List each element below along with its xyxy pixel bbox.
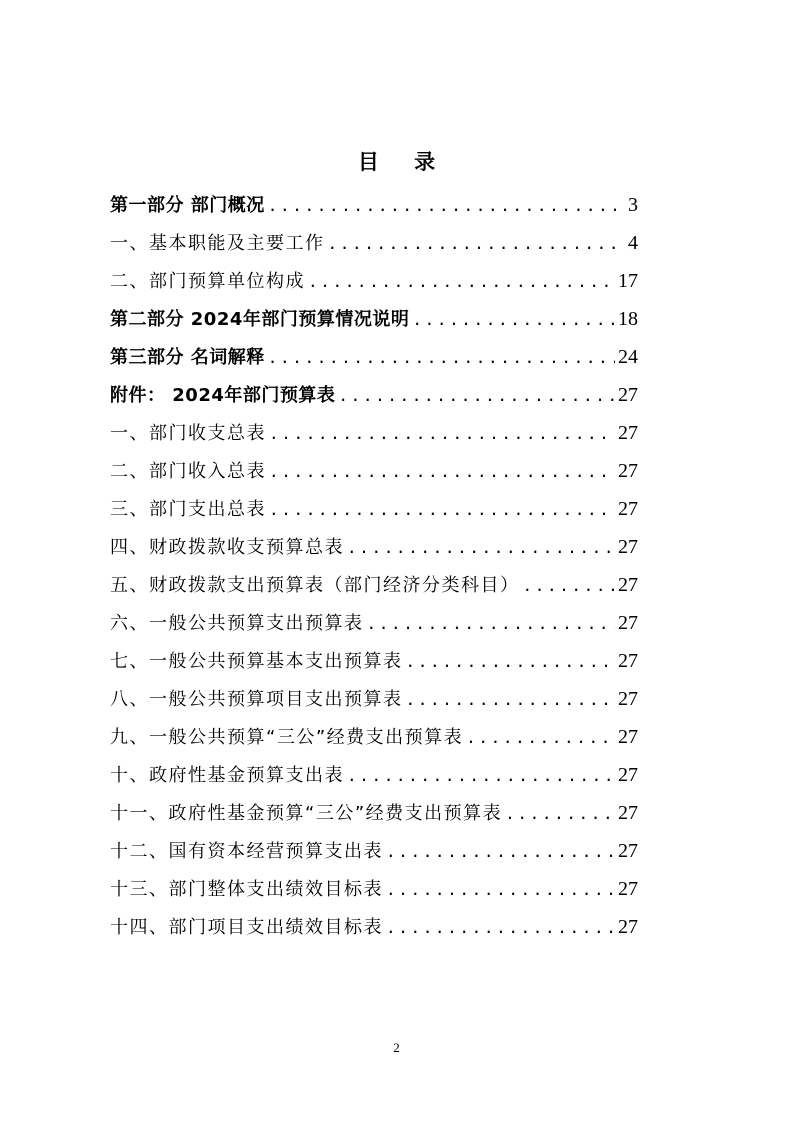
toc-entry-label: 十一、政府性基金预算“三公”经费支出预算表 [110, 803, 503, 824]
toc-entry-page-number: 27 [618, 878, 638, 900]
toc-entry-label: 四、财政拨款收支预算总表 [110, 537, 344, 558]
dot-leader [523, 567, 616, 605]
toc-entry[interactable] [110, 604, 638, 642]
toc-entry-page-number: 27 [618, 688, 638, 710]
dot-leader [386, 909, 615, 947]
toc-entry-page-number: 24 [618, 346, 638, 368]
toc-entry-label: 八、一般公共预算项目支出预算表 [110, 689, 403, 710]
toc-entry-page-number: 17 [618, 270, 638, 292]
footer-page-number: 2 [393, 1040, 400, 1055]
toc-entry-page-number: 27 [618, 916, 638, 938]
toc-entry-page-number: 27 [618, 460, 638, 482]
toc-entry-page-number: 27 [618, 384, 638, 406]
toc-entry-label: 十二、国有资本经营预算支出表 [110, 841, 383, 862]
toc-entry[interactable] [110, 338, 638, 376]
toc-entry[interactable] [110, 376, 638, 414]
toc-entry[interactable] [110, 490, 638, 528]
toc-entry[interactable] [110, 642, 638, 680]
dot-leader [338, 377, 615, 415]
toc-entry-label: 七、一般公共预算基本支出预算表 [110, 651, 403, 672]
toc-entry-label: 二、部门预算单位构成 [110, 271, 305, 292]
toc-entry[interactable] [110, 262, 638, 300]
dot-leader [269, 491, 615, 529]
toc-entry-label: 六、一般公共预算支出预算表 [110, 613, 364, 634]
toc-entry-label: 十四、部门项目支出绩效目标表 [110, 917, 383, 938]
toc-entry[interactable] [110, 908, 638, 946]
dot-leader [386, 833, 615, 871]
toc-entry[interactable] [110, 300, 638, 338]
toc-entry-label: 十三、部门整体支出绩效目标表 [110, 879, 383, 900]
toc-entry[interactable] [110, 680, 638, 718]
toc-entry-page-number: 27 [618, 574, 638, 596]
toc-entry-page-number: 18 [618, 308, 638, 330]
toc-entry[interactable] [110, 528, 638, 566]
toc-entry-page-number: 27 [618, 422, 638, 444]
table-of-contents [110, 186, 638, 946]
toc-entry-label: 第三部分 名词解释 [110, 347, 265, 368]
toc-entry-page-number: 27 [618, 650, 638, 672]
page-title: 目 录 [357, 150, 450, 174]
dot-leader [347, 757, 615, 795]
toc-entry-page-number: 27 [618, 764, 638, 786]
toc-entry-page-number: 27 [618, 498, 638, 520]
toc-entry-label: 三、部门支出总表 [110, 499, 266, 520]
dot-leader [328, 225, 626, 263]
toc-entry-label: 一、部门收支总表 [110, 423, 266, 444]
toc-entry-label: 九、一般公共预算“三公”经费支出预算表 [110, 727, 464, 748]
toc-entry[interactable] [110, 452, 638, 490]
toc-entry[interactable] [110, 718, 638, 756]
toc-entry[interactable] [110, 794, 638, 832]
toc-entry-label: 一、基本职能及主要工作 [110, 233, 325, 254]
toc-entry-label: 五、财政拨款支出预算表（部门经济分类科目） [110, 575, 520, 596]
toc-entry-label: 第二部分 2024年部门预算情况说明 [110, 309, 410, 330]
toc-entry-page-number: 27 [618, 840, 638, 862]
dot-leader [386, 871, 615, 909]
toc-entry[interactable] [110, 832, 638, 870]
toc-entry[interactable] [110, 756, 638, 794]
toc-entry[interactable] [110, 566, 638, 604]
toc-entry[interactable] [110, 224, 638, 262]
toc-entry-page-number: 3 [628, 194, 638, 216]
toc-entry-page-number: 27 [618, 612, 638, 634]
toc-entry-label: 十、政府性基金预算支出表 [110, 765, 344, 786]
dot-leader [412, 301, 615, 339]
dot-leader [268, 339, 615, 377]
toc-entry-page-number: 27 [618, 726, 638, 748]
toc-entry-page-number: 27 [618, 536, 638, 558]
toc-entry-page-number: 4 [628, 232, 638, 254]
toc-entry-page-number: 27 [618, 802, 638, 824]
toc-entry[interactable] [110, 870, 638, 908]
toc-entry[interactable] [110, 186, 638, 224]
dot-leader [406, 681, 616, 719]
dot-leader [406, 643, 616, 681]
dot-leader [367, 605, 616, 643]
toc-entry[interactable] [110, 414, 638, 452]
dot-leader [268, 187, 625, 225]
dot-leader [308, 263, 615, 301]
dot-leader [269, 415, 615, 453]
dot-leader [347, 529, 615, 567]
dot-leader [466, 719, 615, 757]
dot-leader [269, 453, 615, 491]
toc-entry-label: 附件： 2024年部门预算表 [110, 385, 336, 406]
dot-leader [505, 795, 615, 833]
toc-entry-label: 第一部分 部门概况 [110, 195, 265, 216]
toc-entry-label: 二、部门收入总表 [110, 461, 266, 482]
